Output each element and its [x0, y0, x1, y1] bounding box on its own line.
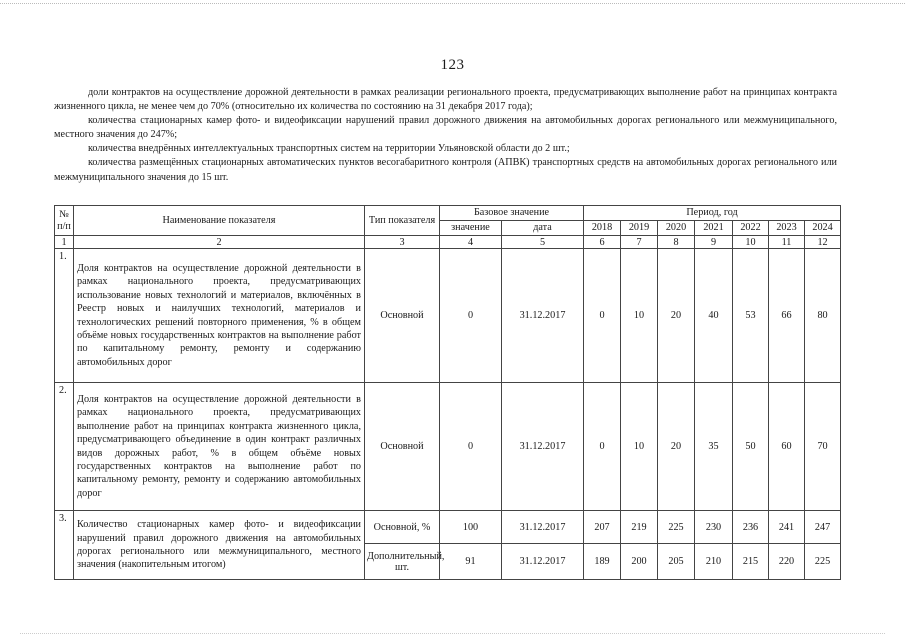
table-row	[55, 249, 841, 383]
scan-edge-top	[0, 3, 905, 5]
year-value: 189	[584, 544, 621, 580]
base-value: 0	[440, 249, 502, 383]
base-date: 31.12.2017	[502, 383, 584, 511]
col-number: 2	[74, 236, 365, 249]
header-year: 2019	[621, 221, 658, 236]
year-value: 10	[621, 249, 658, 383]
year-value: 80	[805, 249, 841, 383]
intro-text	[54, 86, 837, 185]
year-value: 200	[621, 544, 658, 580]
indicator-name: Количество стационарных камер фото- и видеофиксации нарушений правил дорожного движения на автомобильных дорогах регионального или межмуниципального, местного значения (накопительным итогом)	[74, 511, 365, 580]
col-number: 9	[695, 236, 733, 249]
header-year: 2018	[584, 221, 621, 236]
row-num: 3.	[55, 511, 74, 580]
header-base: Базовое значение	[440, 206, 584, 221]
base-value: 100	[440, 511, 502, 544]
col-number: 5	[502, 236, 584, 249]
year-value: 20	[658, 383, 695, 511]
year-value: 70	[805, 383, 841, 511]
year-value: 215	[733, 544, 769, 580]
col-number: 10	[733, 236, 769, 249]
year-value: 220	[769, 544, 805, 580]
year-value: 0	[584, 383, 621, 511]
scan-edge-bottom	[20, 633, 885, 635]
base-value: 91	[440, 544, 502, 580]
indicator-type: Основной	[365, 249, 440, 383]
col-number: 4	[440, 236, 502, 249]
year-value: 20	[658, 249, 695, 383]
page-number: 123	[440, 57, 465, 73]
row-num: 1.	[55, 249, 74, 383]
intro-paragraph: количества стационарных камер фото- и видеофиксации нарушений правил дорожного движения на автомобильных дорогах регионального или межмуниципального, местного значения до 247%;	[54, 115, 837, 141]
year-value: 35	[695, 383, 733, 511]
col-number: 8	[658, 236, 695, 249]
year-value: 10	[621, 383, 658, 511]
header-year: 2021	[695, 221, 733, 236]
col-number: 6	[584, 236, 621, 249]
col-number: 1	[55, 236, 74, 249]
col-number: 7	[621, 236, 658, 249]
col-number: 11	[769, 236, 805, 249]
year-value: 40	[695, 249, 733, 383]
year-value: 225	[658, 511, 695, 544]
indicators-table	[54, 205, 841, 580]
col-number: 12	[805, 236, 841, 249]
row-num: 2.	[55, 383, 74, 511]
indicator-type: Дополнительный, шт.	[365, 544, 440, 580]
year-value: 236	[733, 511, 769, 544]
header-period: Период, год	[584, 206, 841, 221]
indicator-name: Доля контрактов на осуществление дорожной деятельности в рамках национального проекта, предусматривающих выполнение работ на принципах контракта жизненного цикла, предусматривающего объединение в один контракт различных видов дорожных работ, % в общем объёме новых государственных контрактов на выполнение работ по капитальному ремонту, ремонту и содержанию автомобильных дорог	[74, 383, 365, 511]
indicator-type: Основной, %	[365, 511, 440, 544]
col-number: 3	[365, 236, 440, 249]
intro-paragraph: количества размещённых стационарных автоматических пунктов весогабаритного контроля (АПВК) транспортных средств на автомобильных дорогах регионального или межмуниципального значения до 15 шт.	[54, 157, 837, 183]
header-base-value: значение	[440, 221, 502, 236]
table-row	[55, 383, 841, 511]
indicator-type: Основной	[365, 383, 440, 511]
year-value: 66	[769, 249, 805, 383]
base-date: 31.12.2017	[502, 249, 584, 383]
header-num: № п/п	[55, 206, 74, 236]
base-date: 31.12.2017	[502, 511, 584, 544]
header-year: 2022	[733, 221, 769, 236]
year-value: 205	[658, 544, 695, 580]
year-value: 241	[769, 511, 805, 544]
year-value: 50	[733, 383, 769, 511]
year-value: 219	[621, 511, 658, 544]
header-year: 2020	[658, 221, 695, 236]
header-year: 2024	[805, 221, 841, 236]
year-value: 210	[695, 544, 733, 580]
year-value: 225	[805, 544, 841, 580]
base-value: 0	[440, 383, 502, 511]
indicator-name: Доля контрактов на осуществление дорожной деятельности в рамках национального проекта, предусматривающих использование новых технологий и материалов, включённых в Реестр новых и наилучших технологий, материалов и технологических решений повторного применения, % в общем объёме новых государственных контрактов на выполнение работ по капитальному ремонту, ремонту и содержанию автомобильных дорог	[74, 249, 365, 383]
year-value: 0	[584, 249, 621, 383]
intro-paragraph: количества внедрённых интеллектуальных транспортных систем на территории Ульяновской области до 2 шт.;	[88, 143, 570, 155]
year-value: 207	[584, 511, 621, 544]
header-type: Тип показателя	[365, 206, 440, 236]
year-value: 247	[805, 511, 841, 544]
year-value: 53	[733, 249, 769, 383]
year-value: 230	[695, 511, 733, 544]
table-row	[55, 511, 841, 544]
header-base-date: дата	[502, 221, 584, 236]
base-date: 31.12.2017	[502, 544, 584, 580]
intro-paragraph: доли контрактов на осуществление дорожной деятельности в рамках реализации регионального проекта, предусматривающих выполнение работ на принципах контракта жизненного цикла, не менее чем до 70% (относительно их количества по состоянию на 31 декабря 2017 года);	[54, 87, 837, 113]
header-name: Наименование показателя	[74, 206, 365, 236]
year-value: 60	[769, 383, 805, 511]
header-year: 2023	[769, 221, 805, 236]
